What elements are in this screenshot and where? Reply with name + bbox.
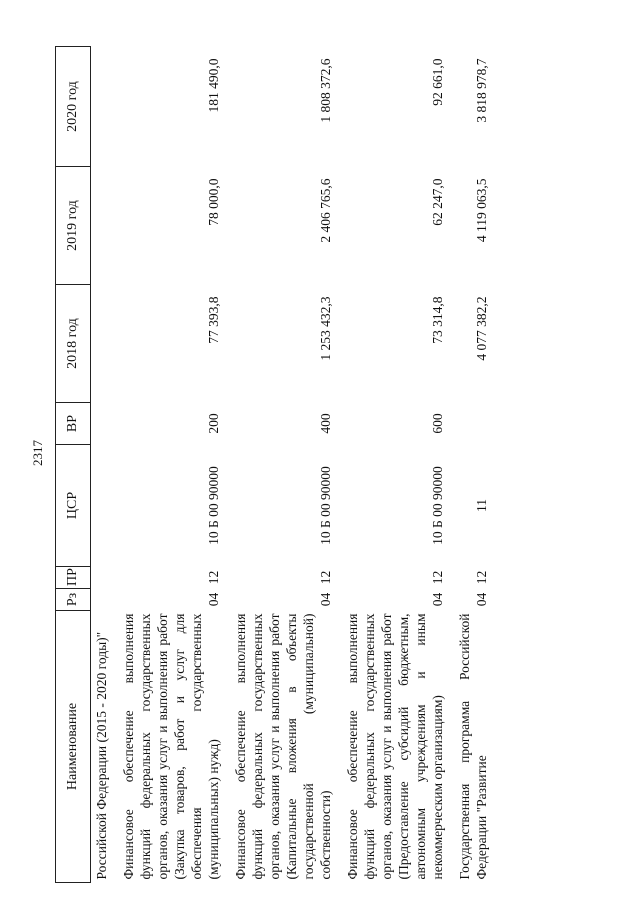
row-pr: 12 [474, 570, 489, 585]
row-csr: 10 Б 00 90000 [206, 466, 221, 545]
row-2018: 4 077 382,2 [474, 296, 489, 361]
header-pr: ПР [56, 567, 91, 589]
header-2020: 2020 год [56, 47, 91, 167]
row-2019: 62 247,0 [430, 178, 445, 226]
row-rz: 04 [430, 592, 445, 607]
table-row [446, 47, 490, 883]
budget-table [55, 46, 490, 883]
row-csr: 11 [474, 499, 489, 512]
table-row [222, 47, 334, 883]
row-pr: 12 [206, 570, 221, 585]
row-rz: 04 [206, 592, 221, 607]
row-2018: 73 314,8 [430, 296, 445, 344]
row-pr: 12 [318, 570, 333, 585]
row-2019: 4 119 063,5 [474, 178, 489, 243]
row-pr: 12 [430, 570, 445, 585]
row-rz: 04 [474, 592, 489, 607]
row-2020: 3 818 978,7 [474, 58, 489, 123]
header-name: Наименование [56, 611, 91, 883]
header-2018: 2018 год [56, 285, 91, 403]
row-vr: 600 [430, 413, 445, 434]
header-vr: ВР [56, 403, 91, 445]
row-name: Финансовое обеспечение выполнения функций федеральных государственных органов, оказания услуг и выполнения работ (Капитальные вложения в объекты государственной (муниципальной) собственности) [233, 613, 333, 880]
table-row [334, 47, 446, 883]
row-2020: 1 808 372,6 [318, 58, 333, 123]
header-csr: ЦСР [56, 445, 91, 567]
row-2019: 2 406 765,6 [318, 178, 333, 243]
header-2019: 2019 год [56, 167, 91, 285]
row-name: Государственная программа Российской Федерации "Развитие [457, 613, 489, 880]
row-vr: 200 [206, 413, 221, 434]
row-name: Финансовое обеспечение выполнения функций федеральных государственных органов, оказания услуг и выполнения работ (Предоставление субсидий бюджетным, автономным учреждениям и иным некоммерческим организациям) [345, 613, 445, 880]
header-rz: Рз [56, 589, 91, 611]
table-row [110, 47, 222, 883]
row-name: Финансовое обеспечение выполнения функций федеральных государственных органов, оказания услуг и выполнения работ (Закупка товаров, работ и услуг для обеспечения государственных (муниципальных) нужд) [121, 613, 221, 880]
row-2019: 78 000,0 [206, 178, 221, 226]
rotated-page [55, 43, 595, 883]
row-2018: 1 253 432,3 [318, 296, 333, 361]
row-csr: 10 Б 00 90000 [318, 466, 333, 545]
row-csr: 10 Б 00 90000 [430, 466, 445, 545]
row-rz: 04 [318, 592, 333, 607]
row-2020: 181 490,0 [206, 58, 221, 113]
table-header-row [56, 47, 91, 883]
row-vr: 400 [318, 413, 333, 434]
page-number: 2317 [30, 440, 45, 466]
row-name: Российской Федерации (2015 - 2020 годы)" [94, 631, 109, 880]
row-2020: 92 661,0 [430, 58, 445, 106]
row-2018: 77 393,8 [206, 296, 221, 344]
row-vr [446, 403, 490, 445]
table-row [91, 47, 111, 883]
